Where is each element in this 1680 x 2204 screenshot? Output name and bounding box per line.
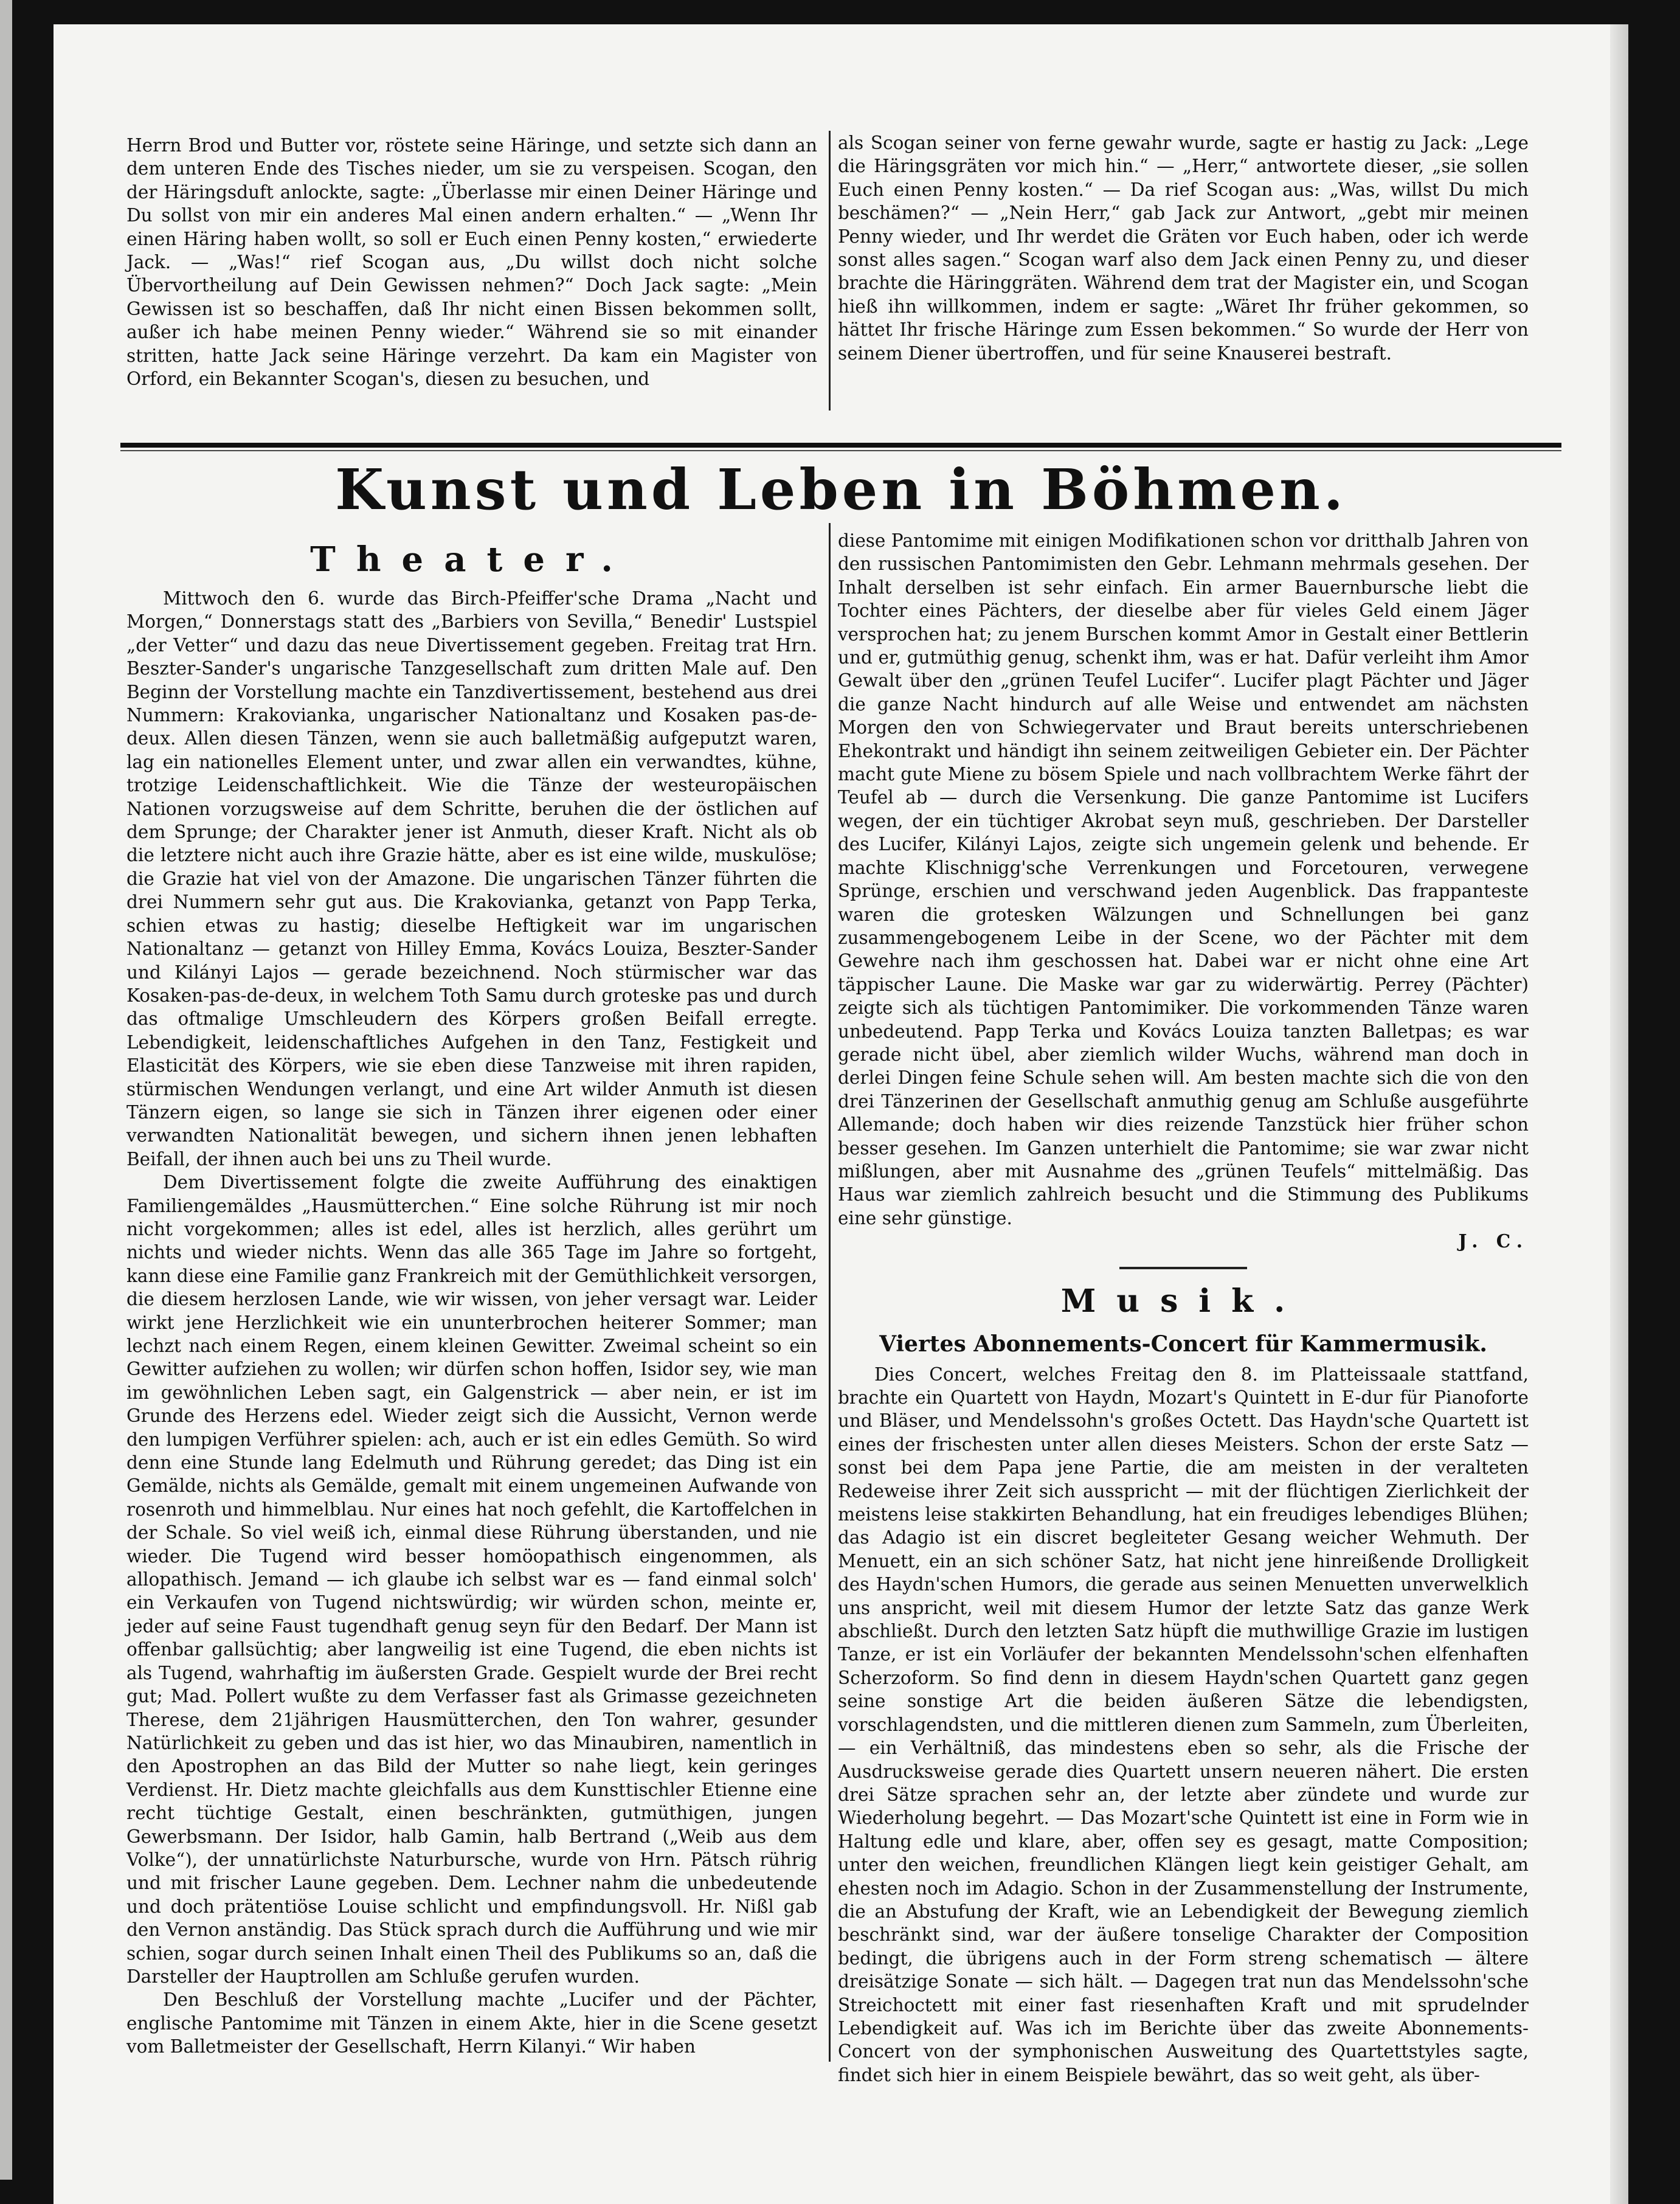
page-left-edge <box>0 0 12 2180</box>
musik-subtitle: Viertes Abonnements-Concert für Kammermusik. <box>879 1331 1487 1357</box>
theater-continuation: diese Pantomime mit einigen Modifikationen schon vor dritthalb Jahren von den russischen Pantomimisten den Gebr. Lehmann mehrmals gesehen. Der Inhalt derselben ist sehr einfach. Ein armer Bauernbursche liebt die Tochter eines Pächters, der dieselbe aber für vieles Geld einem Jäger versprochen hat; zu jenem Burschen kommt Amor in Gestalt einer Bettlerin und er, gutmüthig genug, schenkt ihm, was er hat. Dafür verleiht ihm Amor Gewalt über den „grünen Teufel Lucifer“. Lucifer plagt Pächter und Jäger die ganze Nacht hindurch auf alle Weise und entwendet am nächsten Morgen den von Schwiegervater und Braut bereits unterschriebenen Ehekontrakt und händigt ihn seinem zeitweiligen Gebieter ein. Der Pächter macht gute Miene zu bösem Spiele und nach vollbrachtem Werke fährt der Teufel ab — durch die Versenkung. Die ganze Pantomime ist Lucifers wegen, der ein tüchtiger Akrobat seyn muß, geschrieben. Der Darsteller des Lucifer, Kilányi Lajos, zeigte sich ungemein gelenk und behende. Er machte Klischnigg'sche Verrenkungen und Forcetouren, verwegene Sprünge, erschien und verschwand jeden Augenblick. Das frappanteste waren die grotesken Wälzungen und Schnellungen bei ganz zusammengebogenem Leibe in der Scene, wo der Pächter mit dem Gewehre nach ihm geschossen hat. Dabei war er nicht ohne eine Art täppischer Laune. Die Maske war gar zu widerwärtig. Perrey (Pächter) zeigte sich als tüchtigen Pantomimiker. Die vorkommenden Tänze waren unbedeutend. Papp Terka und Kovács Louiza tanzten Balletpas; es war gerade nicht übel, aber ziemlich wilder Wuchs, während man doch in derlei Dingen feine Schule sehen will. Am besten machte sich die von den drei Tänzerinen der Gesellschaft anmuthig genug am Schluße ausgeführte Allemande; doch haben wir dies reizende Tanzstück hier früher schon besser gesehen. Im Ganzen unterhielt die Pantomime; sie war zwar nicht mißlungen, aber mit Ausnahme des „grünen Teufels“ mittelmäßig. Das Haus war ziemlich zahlreich besucht und die Stimmung des Publikums eine sehr günstige. <box>838 530 1529 1228</box>
column-divider-top <box>829 131 831 411</box>
theater-title: Theater. <box>310 539 634 580</box>
theater-paragraph-3: Den Beschluß der Vorstellung machte „Lucifer und der Pächter, englische Pantomime mit Tänzen in einem Akte, hier in die Scene gesetzt vom Balletmeister der Gesellschaft, Herrn Kilanyi.“ Wir haben <box>126 1989 817 2057</box>
section-rule-thin <box>120 450 1561 451</box>
column-divider <box>829 523 831 2062</box>
top-left-text: Herrn Brod und Butter vor, röstete seine Häringe, und setzte sich dann an dem unteren Ende des Tisches nieder, um sie zu verspeisen. Scogan, den der Häringsduft anlockte, sagte: „Überlasse mir einen Deiner Häringe und Du sollst von mir ein anderes Mal einen andern erhalten.“ — „Wenn Ihr einen Häring haben wollt, so soll er Euch einen Penny kosten,“ erwiederte Jack. — „Was!“ rief Scogan aus, „Du willst doch nicht solche Übervortheilung auf Dein Gewissen nehmen?“ Doch Jack sagte: „Mein Gewissen ist so beschaffen, daß Ihr nicht einen Bissen bekommen sollt, außer ich habe meinen Penny wieder.“ Während sie so mit einander stritten, hatte Jack seine Häringe verzehrt. Da kam ein Magister von Orford, ein Bekannter Scogan's, diesen zu besuchen, und <box>126 135 817 390</box>
right-column <box>838 529 1529 2087</box>
page-right-edge <box>1610 24 1628 2204</box>
top-right-text: als Scogan seiner von ferne gewahr wurde, sagte er hastig zu Jack: „Lege die Häringsgräten vor mich hin.“ — „Herr,“ antwortete dieser, „sie sollen Euch einen Penny kosten.“ — Da rief Scogan aus: „Was, willst Du mich beschämen?“ — „Nein Herr,“ gab Jack zur Antwort, „gebt mir meinen Penny wieder, und Ihr werdet die Gräten vor Euch haben, oder ich werde sonst alles sagen.“ Scogan warf also dem Jack einen Penny zu, und dieser brachte die Häringgräten. Während dem trat der Magister ein, und Scogan hieß ihn willkommen, indem er sagte: „Wäret Ihr früher gekommen, so hättet Ihr frische Häringe zum Essen bekommen.“ So wurde der Herr von seinem Diener übertroffen, und für seine Knauserei bestraft. <box>838 133 1529 364</box>
musik-title: Musik. <box>1060 1282 1306 1320</box>
top-right-column <box>838 131 1529 365</box>
theater-column <box>126 538 817 2059</box>
theater-signature: J. C. <box>1458 1230 1529 1252</box>
newspaper-page <box>54 24 1628 2204</box>
musik-paragraph: Dies Concert, welches Freitag den 8. im Platteissaale stattfand, brachte ein Quartett von Haydn, Mozart's Quintett in E-dur für Pianoforte und Bläser, und Mendelssohn's großes Octett. Das Haydn'sche Quartett ist eines der frischesten unter allen dieses Meisters. Schon der erste Satz — sonst bei dem Papa jene Partie, die am meisten in der veralteten Redeweise ihrer Zeit sich ausspricht — mit der flüchtigen Zierlichkeit der meistens leise stakkirten Behandlung, hat ein freudiges lebendiges Blühen; das Adagio ist ein discret begleiteter Gesang weicher Wehmuth. Der Menuett, ein an sich schöner Satz, hat nicht jene hinreißende Drolligkeit des Haydn'schen Humors, die gerade aus seinen Menuetten unverwelklich uns anspricht, weil mit diesem Humor der letzte Satz das ganze Werk abschließt. Durch den letzten Satz hüpft die muthwillige Grazie im lustigen Tanze, er ist ein Vorläufer der bekannten Mendelssohn'schen elfenhaften Scherzoform. So find denn in diesem Haydn'schen Quartett ganz gegen seine sonstige Art die beiden äußeren Sätze die lebendigsten, vorschlagendsten, und die mittleren dienen zum Sammeln, zum Überleiten, — ein Verhältniß, das mindestens eben so sehr, als die Frische der Ausdrucksweise gerade dies Quartett unsern neueren nähert. Die ersten drei Sätze sprachen sehr an, der letzte aber zündete und wurde zur Wiederholung begehrt. — Das Mozart'sche Quintett ist eine in Form wie in Haltung edle und klare, aber, offen sey es gesagt, matte Composition; unter den weichen, freundlichen Klängen liegt kein geistiger Gehalt, am ehesten noch im Adagio. Schon in der Zusammenstellung der Instrumente, die an Abstufung der Kraft, wie an Lebendigkeit der Bewegung ziemlich beschränkt sind, war der äußere tonselige Charakter der Composition bedingt, die übrigens auch in der Form streng schematisch — ältere dreisätzige Sonate — sich hält. — Dagegen trat nun das Mendelssohn'sche Streichoctett mit einer fast riesenhaften Kraft und mit sprudelnder Lebendigkeit auf. Was ich im Berichte über das zweite Abonnements-Concert von der symphonischen Ausweitung des Quartettstyles sagte, findet sich hier in einem Beispiele bewährt, das so weit geht, als über- <box>838 1364 1529 2085</box>
section-rule <box>120 443 1561 448</box>
top-left-column <box>126 134 817 390</box>
headline: Kunst und Leben in Böhmen. <box>335 457 1347 522</box>
theater-paragraph-2: Dem Divertissement folgte die zweite Aufführung des einaktigen Familiengemäldes „Hausmütterchen.“ Eine solche Rührung ist mir noch nicht vorgekommen; alles ist edel, alles ist herzlich, alles gerührt um nichts und wieder nichts. Wenn das alle 365 Tage im Jahre so fortgeht, kann diese eine Familie ganz Frankreich mit der Gemüthlichkeit versorgen, die diesem herzlosen Lande, wie wir wissen, von jeher versagt war. Leider wirkt jene Herzlichkeit wie ein ununterbrochen heiterer Sommer; man lechzt nach einem Regen, einem kleinen Gewitter. Zweimal scheint so ein Gewitter aufziehen zu wollen; wir dürfen schon hoffen, Isidor sey, wie man im gewöhnlichen Leben sagt, ein Galgenstrick — aber nein, er ist im Grunde des Herzens edel. Wieder zeigt sich die Aussicht, Vernon werde den lumpigen Verführer spielen: ach, auch er ist ein edles Gemüth. So wird denn eine Stunde lang Edelmuth und Rührung geredet; das Ding ist ein Gemälde, nichts als Gemälde, gemalt mit einem ungemeinen Aufwande von rosenroth und himmelblau. Nur eines hat noch gefehlt, die Kartoffelchen in der Schale. So viel weiß ich, einmal diese Rührung überstanden, und nie wieder. Die Tugend wird besser homöopathisch eingenommen, als allopathisch. Jemand — ich glaube ich selbst war es — fand einmal solch' ein Verkaufen von Tugend nichtswürdig; wir würden schon, meinte er, jeder auf seine Faust tugendhaft genug seyn für den Bedarf. Der Mann ist offenbar gallsüchtig; aber langweilig ist eine Tugend, die eben nichts ist als Tugend, wahrhaftig im äußersten Grade. Gespielt wurde der Brei recht gut; Mad. Pollert wußte zu dem Verfasser fast als Grimasse gezeichneten Therese, dem 21jährigen Hausmütterchen, den Ton wahrer, gesunder Natürlichkeit zu geben und das ist hier, wo das Minaubiren, namentlich in den Apostrophen an das Bild der Mutter so nahe liegt, kein geringes Verdienst. Hr. Dietz machte gleichfalls aus dem Kunsttischler Etienne eine recht tüchtige Gestalt, einen beschränkten, gutmüthigen, jungen Gewerbsmann. Der Isidor, halb Gamin, halb Bertrand („Weib aus dem Volke“), der unnatürlichste Naturbursche, wurde von Hrn. Pätsch rührig und mit frischer Laune gegeben. Dem. Lechner nahm die unbedeutende und doch prätentiöse Louise schlicht und empfindungsvoll. Hr. Nißl gab den Vernon anständig. Das Stück sprach durch die Aufführung und wie mir schien, sogar durch seinen Inhalt einen Theil des Publikums so an, daß die Darsteller der Hauptrollen am Schluße gerufen wurden. <box>126 1172 817 1987</box>
musik-rule <box>1119 1267 1247 1269</box>
theater-paragraph-1: Mittwoch den 6. wurde das Birch-Pfeiffer'sche Drama „Nacht und Morgen,“ Donnerstags statt des „Barbiers von Sevilla,“ Benedir' Lustspiel „der Vetter“ und dazu das neue Divertissement gegeben. Freitag trat Hrn. Beszter-Sander's ungarische Tanzgesellschaft zum dritten Male auf. Den Beginn der Vorstellung machte ein Tanzdivertissement, bestehend aus drei Nummern: Krakovianka, ungarischer Nationaltanz und Kosaken pas-de-deux. Allen diesen Tänzen, wenn sie auch balletmäßig aufgeputzt waren, lag ein nationelles Element unter, und zwar allen ein verwandtes, kühne, trotzige Leidenschaftlichkeit. Wie die Tänze der westeuropäischen Nationen vorzugsweise auf dem Schritte, beruhen die der östlichen auf dem Sprunge; der Charakter jener ist Anmuth, dieser Kraft. Nicht als ob die letztere nicht auch ihre Grazie hätte, aber es ist eine wilde, muskulöse; die Grazie hat viel von der Amazone. Die ungarischen Tänzer führten die drei Nummern sehr gut aus. Die Krakovianka, getanzt von Papp Terka, schien etwas zu hastig; dieselbe Heftigkeit war im ungarischen Nationaltanz — getanzt von Hilley Emma, Kovács Louiza, Beszter-Sander und Kilányi Lajos — gerade bezeichnend. Noch stürmischer war das Kosaken-pas-de-deux, in welchem Toth Samu durch groteske pas und durch das oftmalige Umschleudern des Körpers großen Beifall erregte. Lebendigkeit, leidenschaftliches Aufgehen in den Tanz, Festigkeit und Elasticität des Körpers, wie sie eben diese Tanzweise mit ihren rapiden, stürmischen Wendungen verlangt, und eine Art wilder Anmuth ist diesen Tänzern eigen, so lange sie sich in Tänzen ihrer eigenen oder einer verwandten Nationalität bewegen, und sichern ihnen jenen lebhaften Beifall, der ihnen auch bei uns zu Theil wurde. <box>126 588 818 1170</box>
